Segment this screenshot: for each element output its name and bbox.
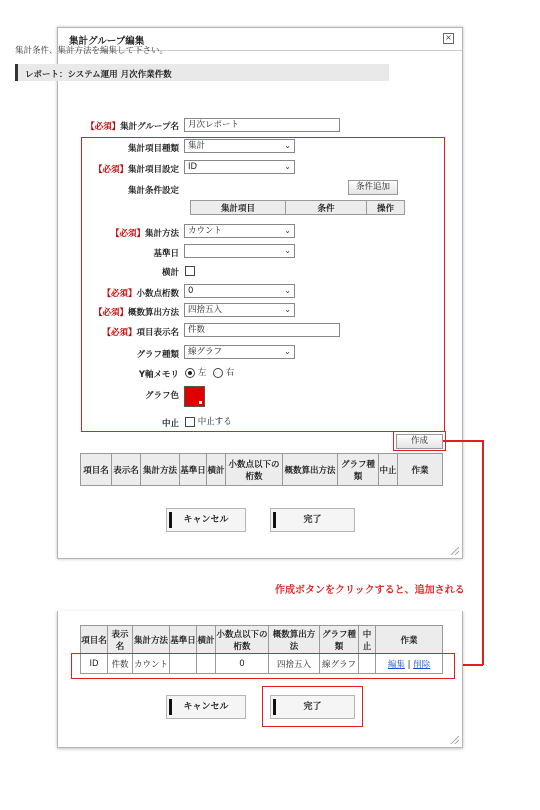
method-value: カウント <box>188 226 223 236</box>
item-setting-value: ID <box>188 162 198 172</box>
condition-col-item: 集計項目 <box>191 201 286 215</box>
y-axis-label: Y軸メモリ <box>138 370 179 380</box>
report-label: レポート：システム運用 月次作業件数 <box>25 70 172 80</box>
col-rounding: 概数算出方法 <box>269 626 320 654</box>
annotation-text: 作成ボタンをクリックすると、追加される <box>275 585 465 596</box>
decimals-label <box>60 287 179 299</box>
col-base-date: 基準日 <box>180 454 207 486</box>
chevron-down-icon: ⌄ <box>284 162 291 171</box>
add-condition-button[interactable]: 条件追加 <box>348 180 398 195</box>
col-rounding: 概数算出方法 <box>283 454 338 486</box>
create-button[interactable]: 作成 <box>396 434 443 449</box>
stop-label: 中止 <box>161 419 179 429</box>
button-bar-icon <box>169 699 172 715</box>
new-row-highlight <box>71 653 455 679</box>
cell-item: ID <box>81 654 108 674</box>
chevron-down-icon: ⌄ <box>284 305 291 314</box>
group-name-input[interactable]: 月次レポート <box>184 118 340 132</box>
y-axis-right-text: 右 <box>225 368 235 378</box>
col-item: 項目名 <box>81 626 108 654</box>
col-item: 項目名 <box>81 454 112 486</box>
condition-col-condition: 条件 <box>286 201 367 215</box>
group-name-text: 集計グループ名 <box>120 122 179 132</box>
chevron-down-icon: ⌄ <box>284 226 291 235</box>
button-bar-icon <box>169 512 172 528</box>
method-label <box>60 227 179 239</box>
connector-line <box>482 440 484 665</box>
cell-graph-type: 線グラフ <box>320 654 359 674</box>
y-axis-radio-group <box>185 366 234 378</box>
col-operation: 作業 <box>376 626 443 654</box>
cell-decimals: 0 <box>216 654 269 674</box>
cancel-button[interactable] <box>166 695 246 719</box>
y-axis-right-radio[interactable] <box>213 368 223 378</box>
connector-line <box>443 440 483 442</box>
item-type-value: 集計 <box>188 141 206 151</box>
col-horizontal: 横計 <box>207 454 226 486</box>
col-method: 集計方法 <box>133 626 170 654</box>
col-decimals: 小数点以下の桁数 <box>226 454 283 486</box>
stop-checkbox[interactable] <box>185 417 195 427</box>
required-mark: 【必須】 <box>110 229 145 239</box>
y-axis-left-text: 左 <box>197 368 207 378</box>
display-name-label <box>60 326 179 338</box>
col-graph-type: グラフ種類 <box>338 454 379 486</box>
base-date-select[interactable] <box>184 244 295 258</box>
method-text: 集計方法 <box>144 229 179 239</box>
done-button-label: 完了 <box>303 702 322 712</box>
dialog-description: 集計条件、集計方法を編集して下さい。 <box>15 46 169 56</box>
condition-label: 集計条件設定 <box>127 186 179 196</box>
chevron-down-icon: ⌄ <box>284 286 291 295</box>
required-mark: 【必須】 <box>86 122 121 132</box>
cell-display: 件数 <box>108 654 133 674</box>
item-setting-text: 集計項目設定 <box>127 165 179 175</box>
edit-link[interactable]: 編集 <box>387 659 405 670</box>
method-select[interactable] <box>184 224 295 238</box>
decimals-value: 0 <box>188 286 194 296</box>
item-setting-label <box>60 163 179 175</box>
decimals-select[interactable] <box>184 284 295 298</box>
horizontal-label: 横計 <box>161 268 179 278</box>
graph-type-value: 線グラフ <box>188 347 223 357</box>
done-button[interactable] <box>270 695 355 719</box>
group-name-label <box>60 120 179 132</box>
stop-checkbox-text: 中止する <box>197 417 232 427</box>
col-method: 集計方法 <box>141 454 180 486</box>
button-bar-icon <box>273 512 276 528</box>
y-axis-left-radio[interactable] <box>185 368 195 378</box>
cell-rounding: 四捨五入 <box>269 654 320 674</box>
chevron-down-icon: ⌄ <box>284 246 291 255</box>
cell-method: カウント <box>133 654 170 674</box>
required-mark: 【必須】 <box>93 308 128 318</box>
required-mark: 【必須】 <box>102 289 137 299</box>
horizontal-checkbox[interactable] <box>185 266 195 276</box>
required-mark: 【必須】 <box>102 328 137 338</box>
display-name-text: 項目表示名 <box>136 328 179 338</box>
delete-link[interactable]: 削除 <box>413 659 431 670</box>
col-horizontal: 横計 <box>197 626 216 654</box>
cancel-button-label: キャンセル <box>183 515 229 525</box>
close-icon[interactable]: × <box>443 33 454 44</box>
col-display: 表示名 <box>112 454 141 486</box>
link-separator: | <box>407 659 411 670</box>
cancel-button-label: キャンセル <box>183 702 229 712</box>
graph-type-select[interactable] <box>184 345 295 359</box>
col-display: 表示名 <box>108 626 133 654</box>
button-bar-icon <box>273 699 276 715</box>
stop-checkbox-group <box>185 415 232 427</box>
graph-color-label: グラフ色 <box>144 391 179 401</box>
chevron-down-icon: ⌄ <box>284 347 291 356</box>
condition-table <box>190 200 405 215</box>
resize-handle-icon[interactable] <box>451 736 459 744</box>
col-operation: 作業 <box>398 454 443 486</box>
chevron-down-icon: ⌄ <box>284 141 291 150</box>
item-setting-select[interactable] <box>184 160 295 174</box>
resize-handle-icon[interactable] <box>451 547 459 555</box>
col-stop: 中止 <box>359 626 376 654</box>
done-button[interactable] <box>270 508 355 532</box>
done-button-label: 完了 <box>303 515 322 525</box>
col-graph-type: グラフ種類 <box>320 626 359 654</box>
col-decimals: 小数点以下の桁数 <box>216 626 269 654</box>
display-name-input[interactable]: 件数 <box>184 323 340 337</box>
rounding-select[interactable] <box>184 303 295 317</box>
rounding-label <box>60 306 179 318</box>
graph-type-label: グラフ種類 <box>136 350 179 360</box>
dialog-title: 集計グループ編集 <box>69 36 145 47</box>
rounding-text: 概数算出方法 <box>127 308 179 318</box>
required-mark: 【必須】 <box>93 165 128 175</box>
item-type-label: 集計項目種類 <box>127 144 179 154</box>
item-type-select[interactable] <box>184 139 295 153</box>
col-stop: 中止 <box>379 454 398 486</box>
result-table-empty <box>80 453 443 486</box>
graph-color-swatch[interactable] <box>184 386 205 407</box>
rounding-value: 四捨五入 <box>188 305 223 315</box>
report-header <box>15 64 389 81</box>
decimals-text: 小数点桁数 <box>136 289 179 299</box>
cancel-button[interactable] <box>166 508 246 532</box>
col-base-date: 基準日 <box>170 626 197 654</box>
base-date-label: 基準日 <box>153 249 179 259</box>
condition-col-operation: 操作 <box>367 201 405 215</box>
